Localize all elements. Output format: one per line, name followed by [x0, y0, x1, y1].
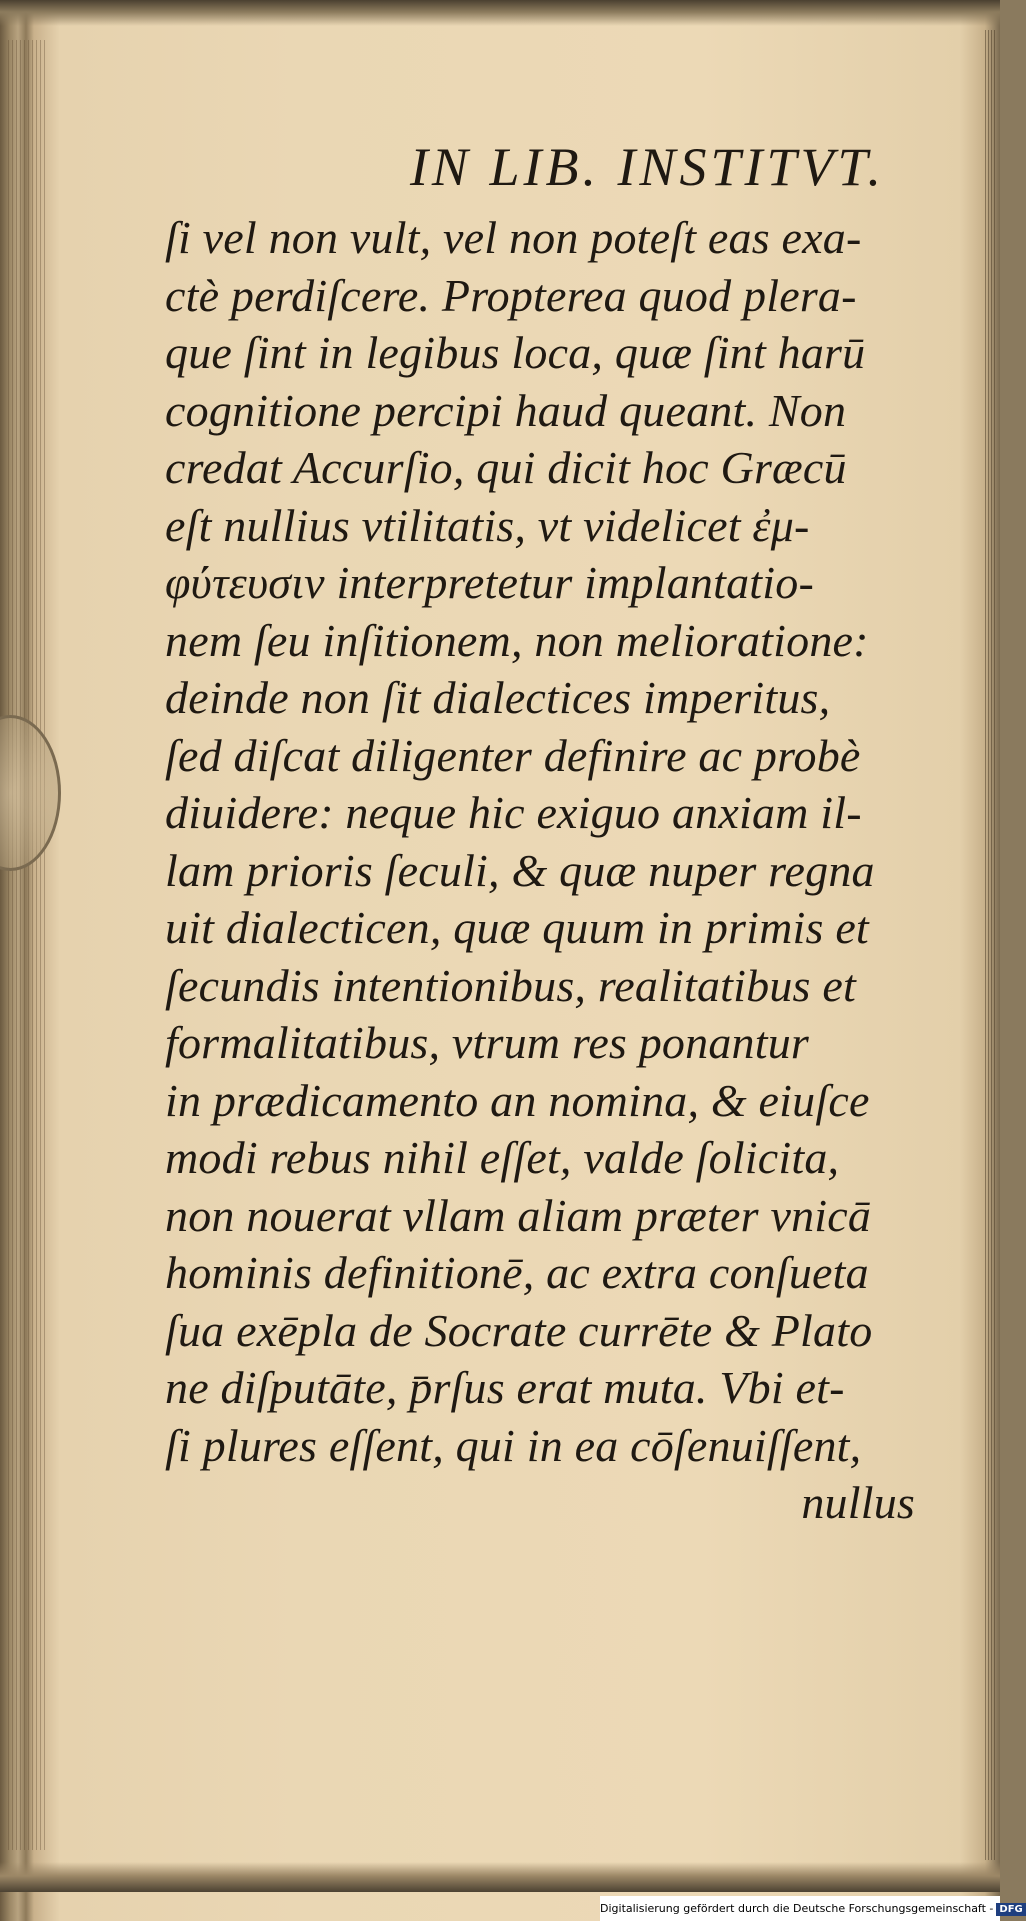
right-page-edges [985, 30, 997, 1860]
text-line: ſi vel non vult, vel non poteſt eas exa- [165, 212, 862, 263]
text-line: eſt nullius vtilitatis, vt videlicet ἐμ- [165, 499, 810, 551]
top-shadow [0, 0, 1000, 26]
running-head: IN LIB. INSTITVT. [409, 137, 885, 197]
text-line: ctè perdiſcere. Propterea quod plera- [165, 269, 857, 321]
text-line: lam prioris ſeculi, & quæ nuper regna [165, 844, 875, 896]
text-line: formalitatibus, vtrum res ponantur [165, 1017, 810, 1068]
text-line: cognitione percipi haud queant. Non [165, 384, 847, 436]
text-line: φύτευσιν interpretetur implantatio- [165, 557, 814, 608]
dfg-logo: DFG [996, 1903, 1025, 1916]
text-line: ſed diſcat diligenter definire ac probè [165, 729, 861, 781]
text-line: ne diſputāte, p̄rſus erat muta. Vbi et- [165, 1362, 845, 1413]
text-line: que ſint in legibus loca, quæ ſint harū [165, 327, 866, 378]
text-line: ſua exēpla de Socrate currēte & Plato [165, 1304, 873, 1356]
text-line: credat Accurſio, qui dicit hoc Græcū [165, 442, 847, 493]
text-line: in prædicamento an nomina, & eiuſce [165, 1074, 870, 1126]
credit-text: Digitalisierung gefördert durch die Deutsche Forschungsgemeinschaft - [600, 1902, 994, 1915]
text-line: uit dialecticen, quæ quum in primis et [165, 902, 869, 953]
text-line: deinde non ſit dialectices imperitus, [165, 672, 831, 723]
text-line: non nouerat vllam aliam præter vnicā [165, 1189, 872, 1241]
text-line: diuidere: neque hic exiguo anxiam il- [165, 787, 862, 838]
text-line: ſi plures eſſent, qui in ea cōſenuiſſent, [165, 1419, 862, 1471]
text-block [165, 125, 925, 1532]
digitization-credit [600, 1896, 1023, 1921]
text-line: ſecundis intentionibus, realitatibus et [165, 959, 856, 1011]
text-line: nem ſeu inſitionem, non melioratione: [165, 614, 869, 666]
bottom-shadow [0, 1862, 1000, 1892]
text-line: hominis definitionē, ac extra conſueta [165, 1247, 869, 1298]
left-page-edges [8, 40, 48, 1850]
text-line: modi rebus nihil eſſet, valde ſolicita, [165, 1132, 840, 1183]
binding-clasp [0, 715, 61, 871]
catchword: nullus [801, 1477, 915, 1528]
body-text [165, 209, 925, 1532]
